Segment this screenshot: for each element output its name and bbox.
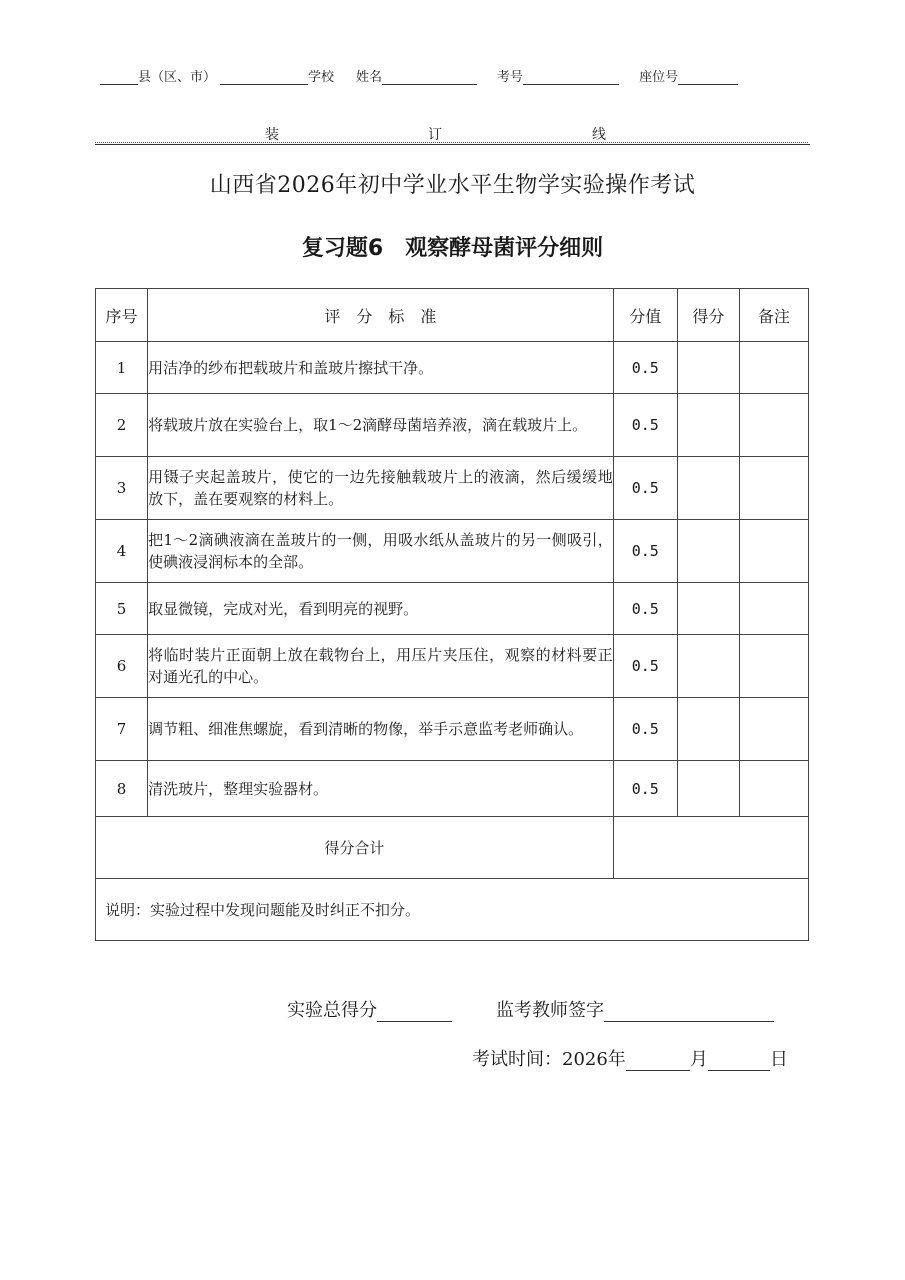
row-criteria: 将临时装片正面朝上放在载物台上，用压片夹压住，观察的材料要正对通光孔的中心。 [148,635,614,698]
row-remark-cell[interactable] [739,394,808,457]
total-score-cell[interactable] [613,817,808,879]
row-value: 0.5 [613,698,677,761]
row-criteria: 将载玻片放在实验台上，取1～2滴酵母菌培养液，滴在载玻片上。 [148,394,614,457]
name-label: 姓名 [356,70,383,85]
teacher-sign-label: 监考教师签字 [496,1000,604,1021]
table-row [96,761,809,817]
row-value: 0.5 [613,761,677,817]
header-value: 分值 [613,289,677,342]
teacher-sign-blank[interactable] [604,1001,774,1022]
month-blank[interactable] [626,1050,690,1071]
document-title: 山西省2026年初中学业水平生物学实验操作考试 [209,173,696,198]
row-score-cell[interactable] [677,520,739,583]
row-criteria: 用镊子夹起盖玻片，使它的一边先接触载玻片上的液滴，然后缓缓地放下，盖在要观察的材料上。 [148,457,614,520]
total-score-blank[interactable] [377,1001,452,1022]
row-value: 0.5 [613,583,677,635]
school-label: 学校 [308,70,335,85]
row-value: 0.5 [613,520,677,583]
table-header-row [96,289,809,342]
header-criteria: 评 分 标 准 [148,289,614,342]
row-index: 8 [96,761,148,817]
header-score: 得分 [677,289,739,342]
row-criteria: 调节粗、细准焦螺旋，看到清晰的物像，举手示意监考老师确认。 [148,698,614,761]
row-criteria: 把1～2滴碘液滴在盖玻片的一侧，用吸水纸从盖玻片的另一侧吸引，使碘液浸润标本的全部。 [148,520,614,583]
row-index: 4 [96,520,148,583]
county-label: 县（区、市） [138,70,217,85]
seat-blank[interactable] [678,70,738,85]
row-index: 2 [96,394,148,457]
row-remark-cell[interactable] [739,520,808,583]
signature-line [287,996,774,1022]
binding-char-2: 订 [428,127,442,143]
county-name-blank[interactable] [220,70,308,85]
note-row [96,879,809,941]
row-score-cell[interactable] [677,583,739,635]
row-value: 0.5 [613,342,677,394]
table-row [96,583,809,635]
county-blank[interactable] [100,70,138,85]
header-remark: 备注 [739,289,808,342]
total-label: 得分合计 [96,817,614,879]
row-criteria: 清洗玻片，整理实验器材。 [148,761,614,817]
exam-date-line [472,1045,788,1071]
exam-no-blank[interactable] [523,70,619,85]
row-remark-cell[interactable] [739,698,808,761]
month-label: 月 [689,1049,708,1070]
student-info-line [100,66,800,85]
binding-char-3: 线 [592,127,606,143]
day-blank[interactable] [708,1050,770,1071]
row-remark-cell[interactable] [739,583,808,635]
row-remark-cell[interactable] [739,761,808,817]
row-criteria: 取显微镜，完成对光，看到明亮的视野。 [148,583,614,635]
scoring-table [95,288,809,941]
binding-line [95,124,808,143]
table-row [96,520,809,583]
total-row [96,817,809,879]
seat-label: 座位号 [639,70,679,85]
row-score-cell[interactable] [677,698,739,761]
row-value: 0.5 [613,635,677,698]
row-index: 1 [96,342,148,394]
table-row [96,698,809,761]
table-row [96,394,809,457]
row-score-cell[interactable] [677,457,739,520]
row-score-cell[interactable] [677,761,739,817]
table-row [96,457,809,520]
row-value: 0.5 [613,394,677,457]
row-remark-cell[interactable] [739,457,808,520]
row-index: 5 [96,583,148,635]
row-score-cell[interactable] [677,394,739,457]
exam-time-label: 考试时间：2026年 [472,1049,626,1070]
header-index: 序号 [96,289,148,342]
name-blank[interactable] [382,70,477,85]
table-row [96,342,809,394]
row-value: 0.5 [613,457,677,520]
row-criteria: 用洁净的纱布把载玻片和盖玻片擦拭干净。 [148,342,614,394]
table-row [96,635,809,698]
row-remark-cell[interactable] [739,342,808,394]
binding-char-1: 装 [265,127,279,143]
total-score-label: 实验总得分 [287,1000,377,1021]
exam-no-label: 考号 [497,70,524,85]
row-index: 6 [96,635,148,698]
row-index: 7 [96,698,148,761]
row-score-cell[interactable] [677,635,739,698]
document-subtitle: 复习题6 观察酵母菌评分细则 [301,236,604,261]
binding-rule [95,144,810,145]
day-label: 日 [769,1049,788,1070]
row-index: 3 [96,457,148,520]
row-score-cell[interactable] [677,342,739,394]
note-text: 说明：实验过程中发现问题能及时纠正不扣分。 [96,879,809,941]
row-remark-cell[interactable] [739,635,808,698]
